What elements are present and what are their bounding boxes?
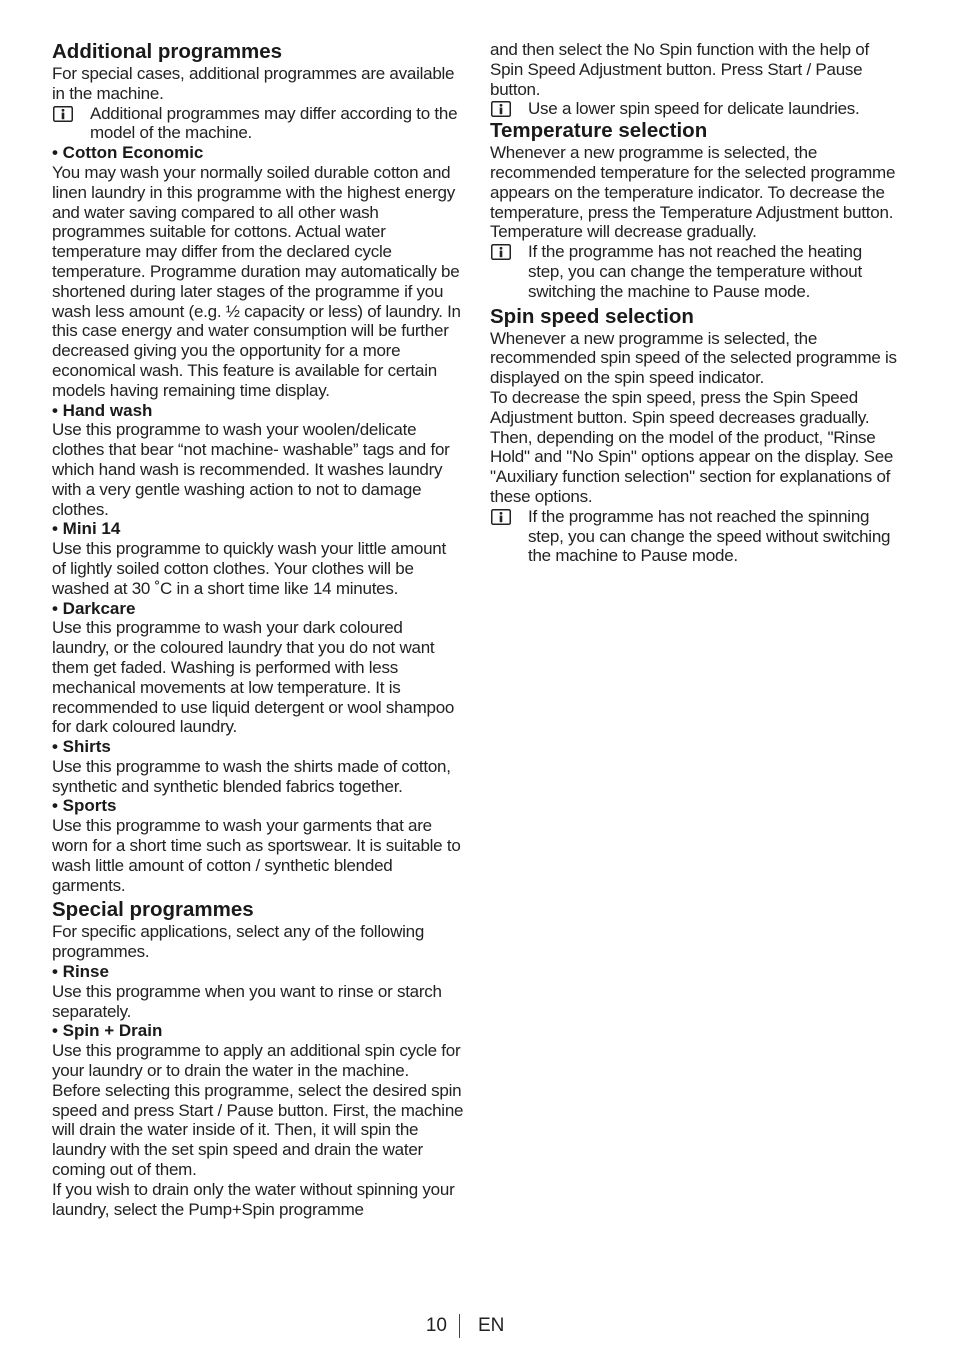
info-icon <box>491 509 511 525</box>
sports-text: Use this programme to wash your garments that are worn for a short time such as sportswear. It is suitable to wash little amount of cotton / synthetic blended garments. <box>52 816 461 895</box>
spin-speed-note <box>490 507 902 566</box>
cotton-economic-text: You may wash your normally soiled durable cotton and linen laundry in this programme with the highest energy and water saving compared to all other wash programmes suitable for cottons. Actual water temperature may differ from the declared cycle temperature. Programme duration may automatically be shortened during later stages of the programme if you wash less amount (e.g. ½ capacity or less) of laundry. In this case energy and water consumption will be further decreased giving you the opportunity for a more economical wash. This feature is available for certain models having remaining time display. <box>52 162 461 400</box>
cotton-economic-heading: • Cotton Economic <box>52 143 204 163</box>
temperature-selection-text: Whenever a new programme is selected, the recommended temperature for the selected programme appears on the temperature indicator. To decrease the temperature, press the Temperature Adjustment button. Temperature will decrease gradually. <box>490 143 896 242</box>
mini-14-text: Use this programme to quickly wash your little amount of lightly soiled cotton clothes. Your clothes will be washed at 30 ˚C in a short time like 14 minutes. <box>52 539 446 598</box>
page-number: 10 <box>425 1315 447 1336</box>
shirts-heading: • Shirts <box>52 737 111 757</box>
page-footer <box>0 1314 954 1340</box>
rinse-text: Use this programme when you want to rinse or starch separately. <box>52 981 442 1021</box>
spin-drain-heading: • Spin + Drain <box>52 1021 163 1041</box>
special-programmes-heading: Special programmes <box>52 898 254 922</box>
language-code: EN <box>478 1315 505 1336</box>
sports-heading: • Sports <box>52 796 117 816</box>
spin-drain-text-2: Before selecting this programme, select the desired spin speed and press Start / Pause button. First, the machine will drain the water inside of it. Then, it will spin the laundry with the set spin speed and drain the water coming out of them. <box>52 1080 464 1180</box>
rinse-heading: • Rinse <box>52 962 109 982</box>
spin-drain-continued-text: and then select the No Spin function with the help of Spin Speed Adjustment button. Press Start / Pause button. <box>490 40 869 99</box>
note-text: Additional programmes may differ according to the model of the machine. <box>90 103 458 143</box>
spin-drain-text-1: Use this programme to apply an additional spin cycle for your laundry or to drain the water in the machine. <box>52 1041 461 1081</box>
additional-programmes-intro: For special cases, additional programmes are available in the machine. <box>52 64 455 103</box>
additional-programmes-note <box>52 104 464 144</box>
info-icon <box>491 101 511 117</box>
hand-wash-heading: • Hand wash <box>52 400 153 420</box>
additional-programmes-heading: Additional programmes <box>52 40 283 63</box>
note-text: If the programme has not reached the spinning step, you can change the speed without switching the machine to Pause mode. <box>528 506 891 566</box>
note-text: If the programme has not reached the heating step, you can change the temperature without switching the machine to Pause mode. <box>528 242 862 301</box>
footer-divider <box>459 1314 460 1338</box>
special-programmes-intro: For specific applications, select any of the following programmes. <box>52 922 425 962</box>
spin-speed-text-1: Whenever a new programme is selected, the recommended spin speed of the selected programme is displayed on the spin speed indicator. <box>490 328 897 388</box>
hand-wash-text: Use this programme to wash your woolen/delicate clothes that bear “not machine- washable” tags and for which hand wash is recommended. It washes laundry with a very gentle washing action to not to damage clothes. <box>52 420 450 519</box>
darkcare-text: Use this programme to wash your dark coloured laundry, or the coloured laundry that you do not want them get faded. Washing is performed with less mechanical movements at low temperature. It is recommended to use liquid detergent or wool shampoo for dark coloured laundry. <box>52 618 455 737</box>
spin-drain-note <box>490 99 902 119</box>
temperature-selection-heading: Temperature selection <box>490 119 708 143</box>
spin-speed-text-2: To decrease the spin speed, press the Spin Speed Adjustment button. Spin speed decreases gradually. Then, depending on the model of the product, "Rinse Hold" and "No Spin" options appear on the display. See "Auxiliary function selection" section for explanations of these options. <box>490 387 894 506</box>
left-column <box>52 40 464 1219</box>
info-icon <box>53 106 73 122</box>
info-icon <box>491 244 511 260</box>
shirts-text: Use this programme to wash the shirts made of cotton, synthetic and synthetic blended fabrics together. <box>52 756 451 796</box>
darkcare-heading: • Darkcare <box>52 598 136 618</box>
note-text: Use a lower spin speed for delicate laundries. <box>528 99 860 119</box>
mini-14-heading: • Mini 14 <box>52 519 121 539</box>
temperature-note <box>490 242 902 301</box>
spin-speed-selection-heading: Spin speed selection <box>490 304 694 328</box>
right-column <box>490 40 902 566</box>
spin-drain-text-3: If you wish to drain only the water without spinning your laundry, select the Pump+Spin programme <box>52 1179 455 1219</box>
